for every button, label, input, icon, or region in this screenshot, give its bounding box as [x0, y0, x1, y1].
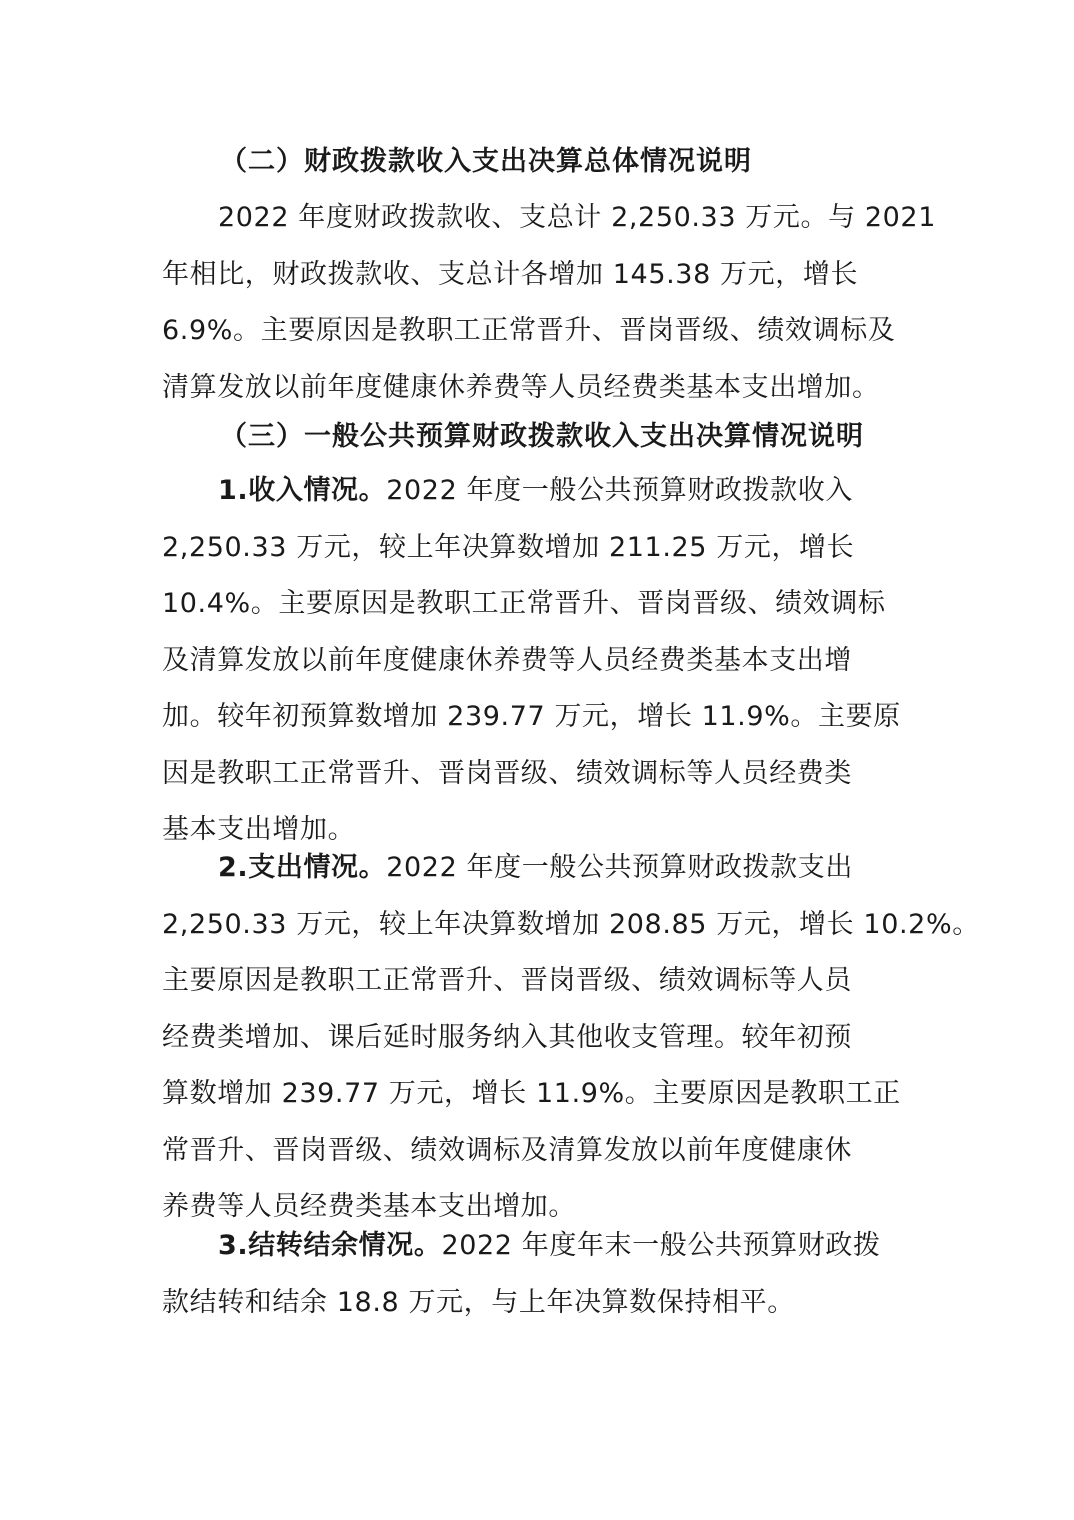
- paragraph-line: 养费等人员经费类基本支出增加。: [162, 1191, 576, 1222]
- paragraph-line: 10.4%。主要原因是教职工正常晋升、晋岗晋级、绩效调标: [162, 588, 886, 619]
- paragraph-line: 算数增加 239.77 万元，增长 11.9%。主要原因是教职工正: [162, 1078, 901, 1109]
- paragraph: [162, 1218, 942, 1331]
- paragraph-line: 6.9%。主要原因是教职工正常晋升、晋岗晋级、绩效调标及: [162, 315, 896, 346]
- income-paragraph: [162, 463, 942, 859]
- paragraph-line: 基本支出增加。: [162, 814, 356, 845]
- paragraph: [162, 463, 942, 859]
- paragraph-line: 常晋升、晋岗晋级、绩效调标及清算发放以前年度健康休: [162, 1134, 852, 1166]
- paragraph-line: 款结转和结余 18.8 万元，与上年决算数保持相平。: [162, 1286, 795, 1318]
- paragraph-line: 经费类增加、课后延时服务纳入其他收支管理。较年初预: [162, 1021, 852, 1053]
- paragraph-text: 2022 年度年末一般公共预算财政拨: [441, 1230, 881, 1261]
- paragraph-line: [162, 1218, 942, 1275]
- section-heading: （三）一般公共预算财政拨款收入支出决算情况说明: [220, 421, 864, 452]
- paragraph: [162, 840, 980, 1236]
- paragraph-line: 及清算发放以前年度健康休养费等人员经费类基本支出增: [162, 644, 852, 676]
- section-3: [162, 409, 942, 465]
- section-heading: （二）财政拨款收入支出决算总体情况说明: [220, 146, 752, 177]
- paragraph-line: [162, 463, 942, 520]
- paragraph-lead: 2.支出情况。: [218, 852, 387, 883]
- carryover-paragraph: [162, 1218, 942, 1331]
- paragraph-lead: 3.结转结余情况。: [218, 1230, 442, 1261]
- paragraph-line: 清算发放以前年度健康休养费等人员经费类基本支出增加。: [162, 371, 880, 403]
- paragraph-line: 2,250.33 万元，较上年决算数增加 208.85 万元，增长 10.2%。: [162, 908, 980, 940]
- paragraph-line: 主要原因是教职工正常晋升、晋岗晋级、绩效调标等人员: [162, 965, 852, 996]
- paragraph-text: 2022 年度一般公共预算财政拨款收入: [386, 475, 853, 506]
- paragraph-line: 因是教职工正常晋升、晋岗晋级、绩效调标等人员经费类: [162, 757, 852, 789]
- paragraph: [162, 190, 942, 416]
- paragraph-line: 年相比，财政拨款收、支总计各增加 145.38 万元，增长: [162, 258, 859, 290]
- paragraph-text: 2022 年度一般公共预算财政拨款支出: [386, 852, 853, 883]
- paragraph-line: 2,250.33 万元，较上年决算数增加 211.25 万元，增长: [162, 531, 855, 563]
- paragraph-line: 加。较年初预算数增加 239.77 万元，增长 11.9%。主要原: [162, 701, 901, 732]
- expense-paragraph: [162, 840, 980, 1236]
- paragraph-line: 2022 年度财政拨款收、支总计 2,250.33 万元。与 2021: [218, 202, 936, 233]
- paragraph-line: [162, 840, 942, 897]
- paragraph-lead: 1.收入情况。: [218, 475, 387, 506]
- section-2: [162, 134, 942, 416]
